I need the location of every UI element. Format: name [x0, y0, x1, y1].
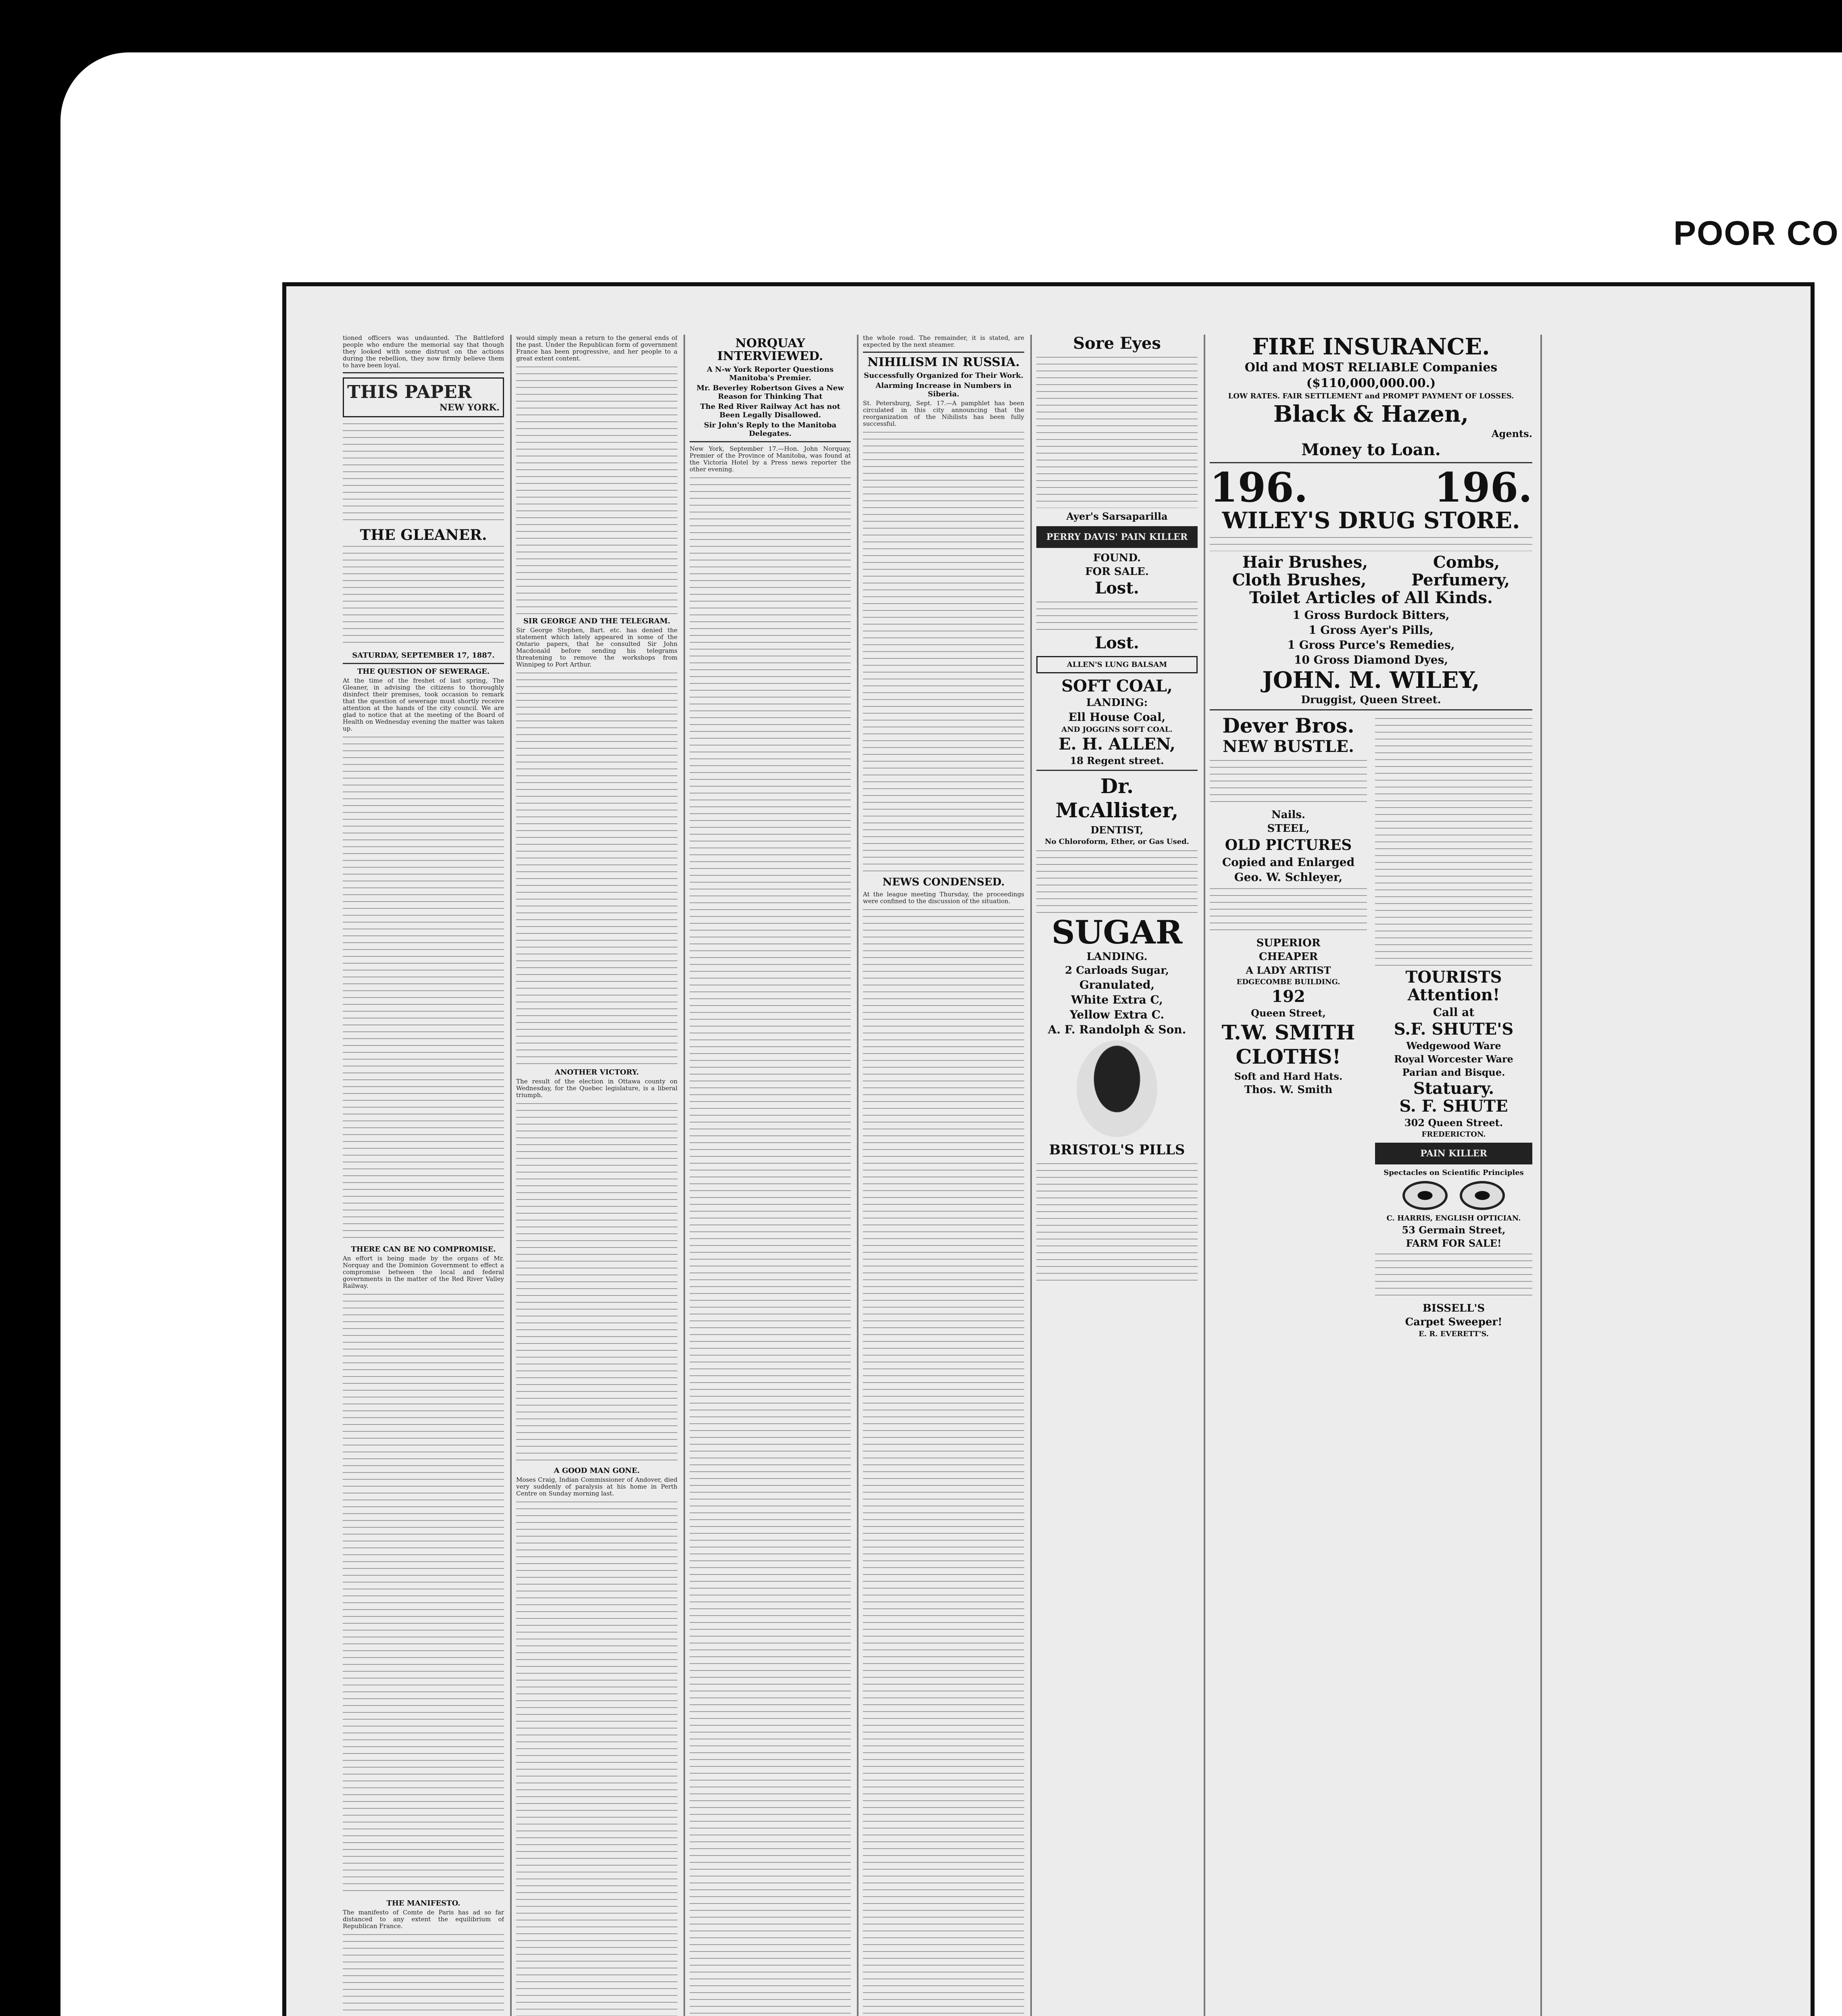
- sf-shute: S. F. SHUTE: [1399, 1097, 1508, 1116]
- brushes-row-2: [1210, 571, 1532, 589]
- perry-davis-ad: PERRY DAVIS' PAIN KILLER: [1036, 526, 1198, 548]
- fire-amount: ($110,000,000.00.): [1306, 376, 1436, 390]
- norquay-heading: NORQUAY INTERVIEWED.: [717, 336, 823, 363]
- thos-smith: Thos. W. Smith: [1244, 1084, 1333, 1096]
- victory-text: The result of the election in Ottawa county on Wednesday, for the Quebec legislature, is a liberal triumph.: [516, 1078, 677, 1099]
- lower-ad-area: [1210, 714, 1532, 1340]
- diamond-dyes: 10 Gross Diamond Dyes,: [1294, 653, 1448, 666]
- newspaper-page: [282, 282, 1815, 2016]
- masthead: THE GLEANER.: [360, 527, 487, 544]
- found-heading: FOUND.: [1093, 552, 1141, 564]
- ayers-pills: 1 Gross Ayer's Pills,: [1309, 623, 1434, 637]
- tourists-heading: TOURISTS: [1405, 968, 1502, 987]
- norquay-text: New York, September 17.—Hon. John Norquay, Premier of the Province of Manitoba, was found at the Victoria Hotel by a Press news reporter the other evening.: [690, 445, 851, 473]
- shutes-name: S.F. SHUTE'S: [1394, 1020, 1514, 1039]
- page-margin: [1546, 335, 1788, 2016]
- sewerage-text: At the time of the freshet of last spring, The Gleaner, in advising the citizens to thoroughly disinfect their premises, took occasion to remark that the question of sewerage must shortly receive attention at the hands of the city council. We are glad to notice that at the meeting of the Board of Health on Wednesday evening the matter was taken up.: [343, 677, 504, 732]
- randolph-name: A. F. Randolph & Son.: [1048, 1023, 1186, 1036]
- intro-text: tioned officers was undaunted. The Battleford people who endure the memorial say that though they looked with some distrust on the actions during the rebellion, they now firmly believe them to have been loyal.: [343, 335, 504, 369]
- new-bustle: NEW BUSTLE.: [1223, 737, 1354, 756]
- bissell-name: BISSELL'S: [1422, 1302, 1485, 1314]
- sore-eyes-heading: Sore Eyes: [1073, 335, 1161, 353]
- money-to-loan: Money to Loan.: [1301, 440, 1441, 459]
- queen-street: Queen Street,: [1251, 1007, 1326, 1019]
- allens-balsam-ad: ALLEN'S LUNG BALSAM: [1036, 656, 1198, 673]
- column-6: [1210, 335, 1532, 2016]
- sugar-landing: LANDING.: [1086, 951, 1148, 963]
- steel-label: STEEL,: [1267, 823, 1310, 835]
- wiley-name: JOHN. M. WILEY,: [1262, 667, 1480, 694]
- fredericton: FREDERICTON.: [1421, 1130, 1486, 1139]
- year-row: [1210, 464, 1532, 511]
- royal-worcester: Royal Worcester Ware: [1394, 1053, 1513, 1065]
- germain-street: 53 Germain Street,: [1402, 1224, 1506, 1236]
- black-hazen-agents: Agents.: [1491, 428, 1532, 439]
- norquay-sub-2: Mr. Beverley Robertson Gives a New Reason for Thinking That: [696, 384, 844, 401]
- nihilism-heading: NIHILISM IN RUSSIA.: [867, 355, 1020, 369]
- norquay-sub-4: Sir John's Reply to the Manitoba Delegates.: [704, 421, 837, 438]
- news-condensed-heading: NEWS CONDENSED.: [882, 876, 1005, 888]
- harris-optician: C. HARRIS, ENGLISH OPTICIAN.: [1386, 1214, 1521, 1223]
- attention-heading: Attention!: [1407, 985, 1500, 1004]
- sugar-granulated: Granulated,: [1079, 978, 1155, 991]
- column-5: [1036, 335, 1198, 2016]
- schleyer-name: Geo. W. Schleyer,: [1234, 871, 1343, 884]
- spectacles-heading: Spectacles on Scientific Principles: [1384, 1168, 1524, 1177]
- perfumery: Perfumery,: [1411, 571, 1510, 589]
- fire-low-rates: LOW RATES. FAIR SETTLEMENT and PROMPT PAYMENT OF LOSSES.: [1228, 392, 1514, 400]
- sugar-white: White Extra C,: [1071, 993, 1163, 1006]
- column-3: [690, 335, 851, 2016]
- paper-ad-title: THIS PAPER: [347, 382, 472, 402]
- nihilism-sub-2: Alarming Increase in Numbers in Siberia.: [875, 381, 1012, 398]
- victory-heading: ANOTHER VICTORY.: [554, 1068, 639, 1077]
- sugar-carloads: 2 Carloads Sugar,: [1065, 964, 1169, 977]
- portrait-illustration: [1077, 1040, 1157, 1137]
- lower-right-ads: [1375, 714, 1532, 1340]
- year-right: 196.: [1434, 464, 1532, 511]
- spectacles-illustration: [1375, 1181, 1532, 1210]
- coal-line-2: AND JOGGINS SOFT COAL.: [1061, 725, 1173, 734]
- paper-ad-city: NEW YORK.: [439, 402, 500, 413]
- landing-label: LANDING:: [1086, 697, 1148, 709]
- sugar-heading: SUGAR: [1051, 913, 1183, 951]
- lady-artist: A LADY ARTIST: [1246, 964, 1331, 976]
- call-at: Call at: [1433, 1006, 1475, 1019]
- nails-label: Nails.: [1271, 809, 1306, 821]
- everett: E. R. EVERETT'S.: [1418, 1330, 1489, 1338]
- soft-hard-hats: Soft and Hard Hats.: [1234, 1070, 1343, 1082]
- toilet-articles: Toilet Articles of All Kinds.: [1249, 588, 1493, 607]
- purces-remedies: 1 Gross Purce's Remedies,: [1287, 638, 1455, 652]
- sugar-yellow: Yellow Extra C.: [1069, 1008, 1165, 1021]
- combs: Combs,: [1433, 553, 1500, 572]
- compromise-text: An effort is being made by the organs of Mr. Norquay and the Dominion Government to effect a compromise between the local and federal governments in the matter of the Red River Valley Railway.: [343, 1255, 504, 1289]
- brushes-row-1: [1210, 554, 1532, 571]
- compromise-heading: THERE CAN BE NO COMPROMISE.: [351, 1245, 496, 1254]
- ayer-ad: Ayer's Sarsaparilla: [1066, 510, 1168, 522]
- copied-enlarged: Copied and Enlarged: [1222, 856, 1355, 869]
- number-192: 192: [1271, 987, 1305, 1006]
- good-man-heading: A GOOD MAN GONE.: [554, 1466, 640, 1475]
- allen-address: 18 Regent street.: [1070, 755, 1164, 766]
- carpet-sweeper: Carpet Sweeper!: [1405, 1316, 1502, 1328]
- col4-text-1: the whole road. The remainder, it is stated, are expected by the next steamer.: [863, 335, 1024, 348]
- bristol-pills-ad: BRISTOL'S PILLS: [1049, 1142, 1185, 1158]
- year-left: 196.: [1210, 464, 1308, 511]
- telegram-heading: SIR GEORGE AND THE TELEGRAM.: [523, 617, 671, 625]
- telegram-text: Sir George Stephen, Bart. etc. has denied the statement which lately appeared in some of the Ontario papers, that he consulted Sir John Macdonald before sending his telegrams threatening to remove the workshops from Winnipeg to Port Arthur.: [516, 627, 677, 668]
- news-text: At the league meeting Thursday, the proceedings were confined to the discussion of the situation.: [863, 891, 1024, 905]
- column-2: [516, 335, 677, 2016]
- norquay-sub-1: A N-w York Reporter Questions Manitoba's Premier.: [706, 365, 834, 382]
- farm-for-sale: FARM FOR SALE!: [1406, 1237, 1502, 1249]
- allen-name: E. H. ALLEN,: [1059, 735, 1175, 754]
- dentist-title: DENTIST,: [1090, 824, 1144, 836]
- manifesto-text: The manifesto of Comte de Paris has ad so far distanced to any extent the equilibrium of Republican France.: [343, 1909, 504, 1930]
- dentist-note: No Chloroform, Ether, or Gas Used.: [1045, 837, 1189, 846]
- superior-label: SUPERIOR: [1256, 937, 1321, 949]
- column-4: [863, 335, 1024, 2016]
- col2-text-1: would simply mean a return to the general ends of the past. Under the Republican form of government France has been progressive, and her people to a great extent content.: [516, 335, 677, 362]
- parian-bisque: Parian and Bisque.: [1402, 1066, 1505, 1078]
- dever-bros: Dever Bros.: [1222, 714, 1354, 737]
- queen-st-302: 302 Queen Street.: [1404, 1117, 1503, 1129]
- black-hazen-name: Black & Hazen,: [1273, 401, 1469, 427]
- poor-copy-stamp: POOR CO: [1673, 214, 1839, 252]
- manifesto-heading: THE MANIFESTO.: [386, 1899, 460, 1908]
- cloth-brushes: Cloth Brushes,: [1232, 571, 1367, 589]
- wedgewood: Wedgewood Ware: [1406, 1040, 1501, 1052]
- fire-sub: Old and MOST RELIABLE Companies: [1244, 360, 1498, 375]
- nihilism-sub-1: Successfully Organized for Their Work.: [864, 371, 1023, 380]
- cheaper-label: CHEAPER: [1259, 951, 1318, 963]
- wiley-title: Druggist, Queen Street.: [1301, 694, 1441, 706]
- paper-ad: [343, 377, 504, 417]
- lost-heading-2: Lost.: [1095, 633, 1139, 652]
- lower-left-ads: [1210, 714, 1367, 1340]
- soft-coal-heading: SOFT COAL,: [1061, 677, 1173, 696]
- sewerage-heading: THE QUESTION OF SEWERAGE.: [357, 667, 490, 676]
- date-line: SATURDAY, SEPTEMBER 17, 1887.: [352, 651, 495, 660]
- norquay-sub-3: The Red River Railway Act has not Been Legally Disallowed.: [700, 402, 840, 419]
- pain-killer-ad: PAIN KILLER: [1375, 1143, 1532, 1164]
- wiley-drug-store: WILEY'S DRUG STORE.: [1222, 507, 1520, 534]
- for-sale-heading: FOR SALE.: [1085, 566, 1149, 578]
- fire-insurance-heading: FIRE INSURANCE.: [1252, 335, 1490, 360]
- edgecombe-building: EDGECOMBE BUILDING.: [1236, 978, 1340, 986]
- coal-line-1: Ell House Coal,: [1068, 710, 1166, 724]
- dentist-name: Dr. McAllister,: [1055, 774, 1179, 822]
- column-1: [343, 335, 504, 2016]
- burdock-bitters: 1 Gross Burdock Bitters,: [1292, 608, 1450, 622]
- good-man-text: Moses Craig, Indian Commissioner of Andover, died very suddenly of paralysis at his home in Perth Centre on Sunday morning last.: [516, 1476, 677, 1497]
- nihilism-text: St. Petersburg, Sept. 17.—A pamphlet has been circulated in this city announcing that the reorganization of the Nihilists has been fully successful.: [863, 400, 1024, 427]
- statuary: Statuary.: [1413, 1079, 1494, 1098]
- hair-brushes: Hair Brushes,: [1242, 553, 1368, 572]
- old-pictures: OLD PICTURES: [1225, 837, 1352, 854]
- lost-heading-1: Lost.: [1095, 579, 1139, 598]
- tw-smith: T.W. SMITH: [1221, 1020, 1355, 1044]
- cloths-heading: CLOTHS!: [1236, 1045, 1341, 1068]
